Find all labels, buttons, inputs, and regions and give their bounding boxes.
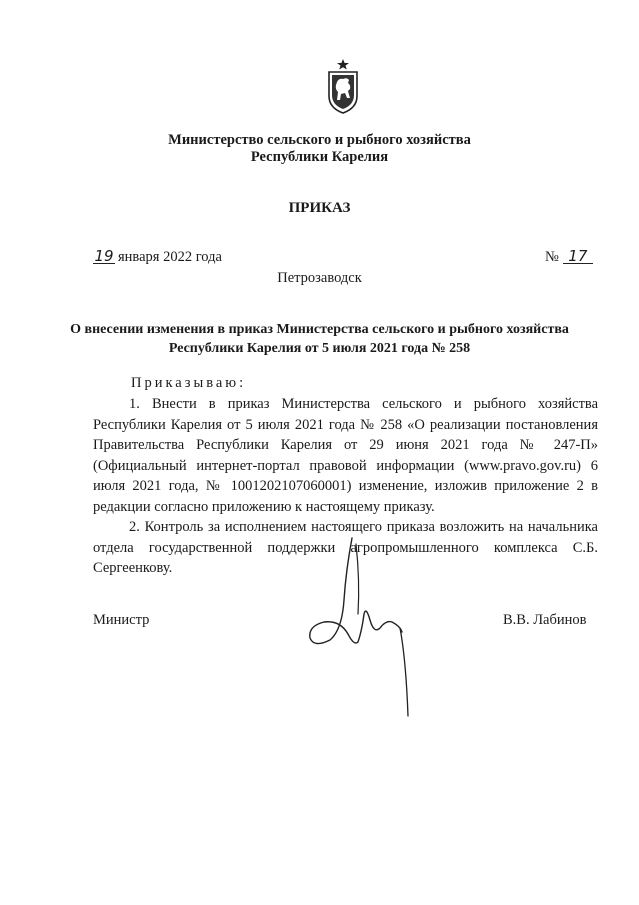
handwritten-number: 17 [563,249,593,264]
handwritten-signature [300,530,430,720]
body-paragraph-2: 2. Контроль за исполнением настоящего приказа возложить на начальника отдела государственной поддержки агропромышленного комплекса С.Б. Сергеенкову. [93,519,598,576]
date-month-year: января 2022 года [118,249,222,265]
document-date [93,249,222,266]
document-type-title: ПРИКАЗ [288,200,351,216]
signer-title: Министр [93,612,150,628]
karelia-coat-of-arms-icon [326,58,360,114]
handwritten-day: 19 [94,247,114,265]
ministry-heading [0,132,639,166]
order-word: Приказываю: [131,375,247,391]
ministry-line-2: Республики Карелия [250,149,389,165]
signer-name: В.В. Лабинов [503,612,587,628]
subject-line-2: Республики Карелия от 5 июля 2021 года № 258 [168,341,471,356]
body-paragraph-1: 1. Внести в приказ Министерства сельского и рыбного хозяйства Республики Карелия от 5 июля 2021 года № 258 «О реализации постановления Правительства Республики Карелия от 29 июня 2021 года № 247-П» (Официальный интернет-портал правовой информации (www.pravo.gov.ru) 6 июля 2021 года, № 1001202107060001) изменение, изложив приложение 2 в редакции согласно приложению к настоящему приказу. [93,396,598,515]
number-sign: № [545,249,559,265]
ministry-line-1: Министерство сельского и рыбного хозяйства [168,132,471,148]
subject-line-1: О внесении изменения в приказ Министерства сельского и рыбного хозяйства [70,322,569,337]
document-number [545,249,593,266]
document-city: Петрозаводск [277,270,362,286]
document-subject [0,320,639,358]
